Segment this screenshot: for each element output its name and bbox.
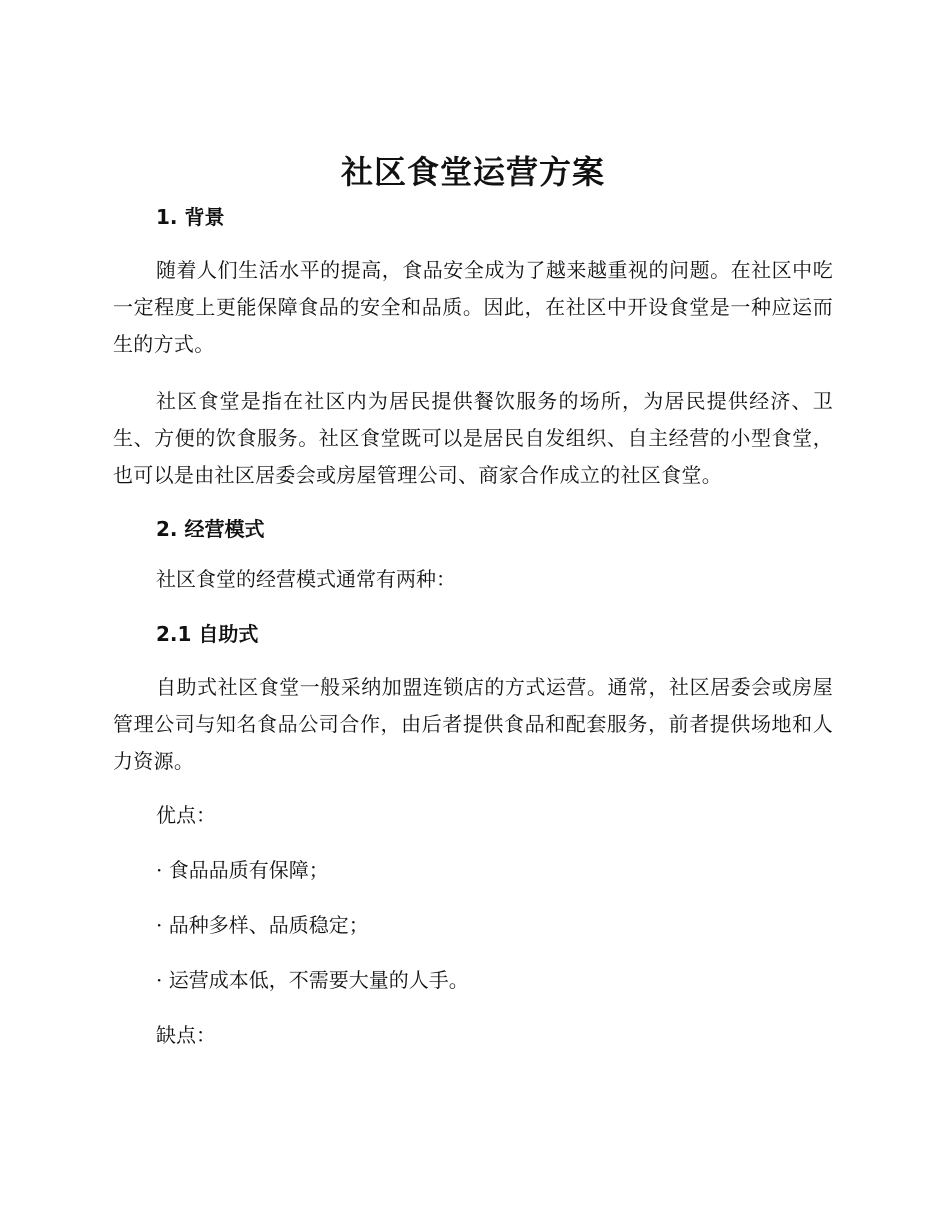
background-paragraph-1: 随着人们生活水平的提高，食品安全成为了越来越重视的问题。在社区中吃一定程度上更能保障食品的安全和品质。因此，在社区中开设食堂是一种应运而生的方式。 [113, 258, 833, 356]
document-page [113, 150, 833, 1075]
background-paragraph-2: 社区食堂是指在社区内为居民提供餐饮服务的场所，为居民提供经济、卫生、方便的饮食服务。社区食堂既可以是居民自发组织、自主经营的小型食堂，也可以是由社区居委会或房屋管理公司、商家合作成立的社区食堂。 [113, 389, 833, 487]
cons-label: 缺点： [156, 1023, 216, 1047]
pros-item-1: · 食品品质有保障； [156, 858, 329, 882]
section-heading-business-model: 2. 经营模式 [156, 517, 265, 541]
business-model-intro: 社区食堂的经营模式通常有两种： [156, 567, 456, 591]
pros-item-2: · 品种多样、品质稳定； [156, 913, 369, 937]
pros-label: 优点： [156, 803, 216, 827]
subsection-heading-self-service: 2.1 自助式 [156, 622, 259, 646]
document-title: 社区食堂运营方案 [340, 153, 605, 191]
section-heading-background: 1. 背景 [156, 205, 225, 229]
pros-item-3: · 运营成本低，不需要大量的人手。 [156, 968, 469, 992]
self-service-paragraph: 自助式社区食堂一般采纳加盟连锁店的方式运营。通常，社区居委会或房屋管理公司与知名食品公司合作，由后者提供食品和配套服务，前者提供场地和人力资源。 [113, 675, 833, 773]
